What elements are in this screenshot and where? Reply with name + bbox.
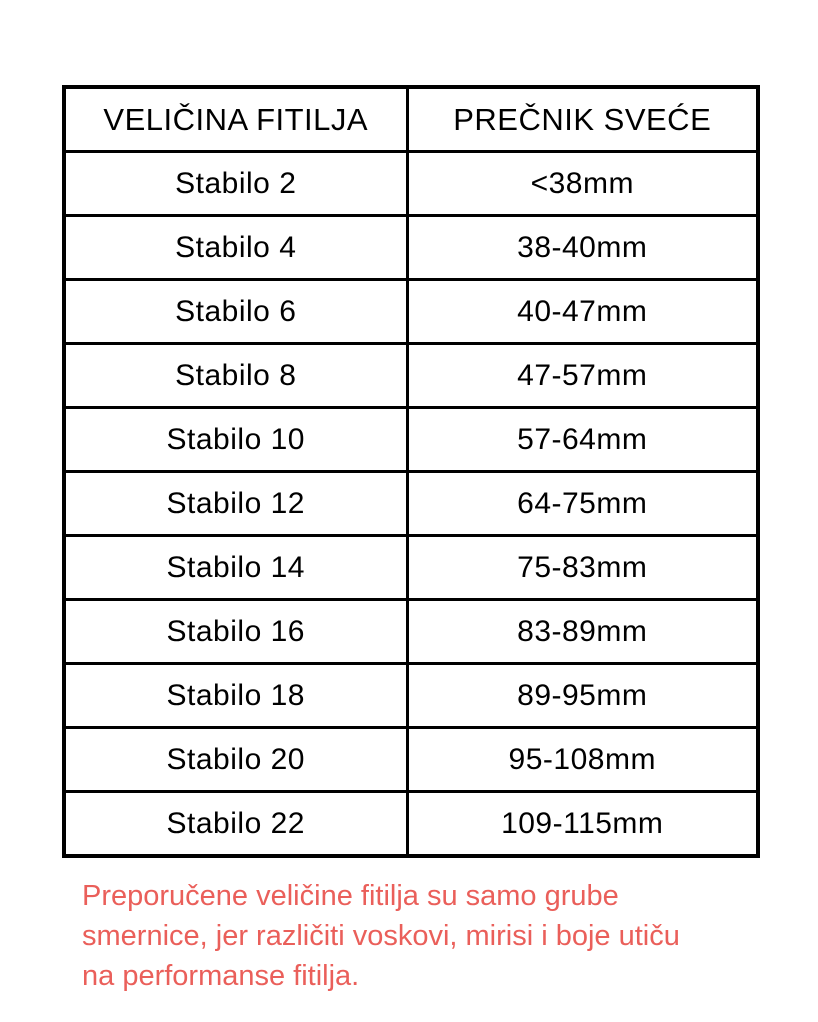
wick-size-cell: Stabilo 18 [64,664,407,728]
table-body [64,152,758,857]
candle-diameter-cell: 89-95mm [407,664,758,728]
column-header-candle-diameter: PREČNIK SVEĆE [407,87,758,152]
candle-diameter-cell: 57-64mm [407,408,758,472]
table-row [64,536,758,600]
table-row [64,216,758,280]
candle-diameter-cell: 95-108mm [407,728,758,792]
wick-size-cell: Stabilo 2 [64,152,407,216]
candle-diameter-cell: 38-40mm [407,216,758,280]
wick-size-cell: Stabilo 12 [64,472,407,536]
candle-diameter-cell: 109-115mm [407,792,758,857]
note-line: na performanse fitilja. [82,960,360,992]
table-row [64,280,758,344]
note-text [82,876,680,996]
table-row [64,792,758,857]
note-line: Preporučene veličine fitilja su samo grube [82,880,619,912]
wick-size-cell: Stabilo 20 [64,728,407,792]
table-header-row [64,87,758,152]
table-row [64,472,758,536]
candle-diameter-cell: 83-89mm [407,600,758,664]
table-row [64,344,758,408]
wick-size-cell: Stabilo 10 [64,408,407,472]
column-header-wick-size: VELIČINA FITILJA [64,87,407,152]
table-row [64,664,758,728]
candle-diameter-cell: <38mm [407,152,758,216]
wick-size-cell: Stabilo 14 [64,536,407,600]
candle-diameter-cell: 64-75mm [407,472,758,536]
wick-size-table [62,85,760,858]
note-line: smernice, jer različiti voskovi, mirisi i boje utiču [82,920,680,952]
wick-size-cell: Stabilo 22 [64,792,407,857]
table-row [64,728,758,792]
wick-size-cell: Stabilo 16 [64,600,407,664]
table-row [64,152,758,216]
candle-diameter-cell: 47-57mm [407,344,758,408]
wick-size-cell: Stabilo 8 [64,344,407,408]
candle-diameter-cell: 75-83mm [407,536,758,600]
table-row [64,408,758,472]
wick-size-cell: Stabilo 4 [64,216,407,280]
wick-size-cell: Stabilo 6 [64,280,407,344]
candle-diameter-cell: 40-47mm [407,280,758,344]
table-row [64,600,758,664]
